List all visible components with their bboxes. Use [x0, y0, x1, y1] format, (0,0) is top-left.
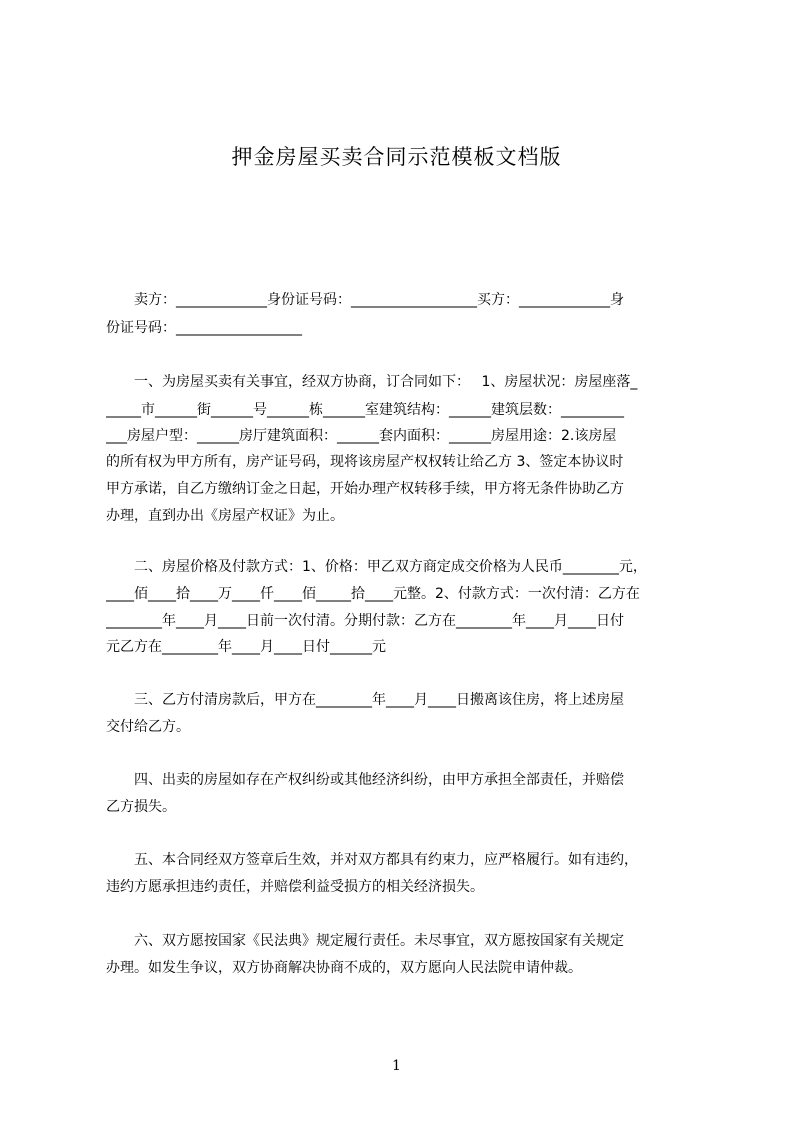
- text-line: 卖方：_____________身份证号码：__________________买方：_____________身: [106, 292, 624, 308]
- text-line: 六、双方愿按国家《民法典》规定履行责任。未尽事宜，双方愿按国家有关规定: [106, 933, 624, 949]
- document-title: 押金房屋买卖合同示范模板文档版: [231, 145, 562, 169]
- text-line: 的所有权为甲方所有，房产证号码，现将该房屋产权权转让给乙方 3、签定本协议时: [106, 454, 624, 470]
- text-line: 三、乙方付清房款后，甲方在________年____月____日搬离该住房，将上述房屋: [106, 692, 624, 708]
- text-line: 交付给乙方。: [106, 719, 190, 735]
- text-line: ___房屋户型：______房厅建筑面积：______套内面积：______房屋用途：2.该房屋: [106, 428, 617, 444]
- text-line: _____市______街______号______栋______室建筑结构：______建筑层数：_________: [106, 402, 624, 418]
- text-line: ____佰____拾____万____仟____佰_____拾____元整。2、付款方式：一次付清：乙方在: [106, 586, 640, 602]
- text-line: 违约方愿承担违约责任，并赔偿利益受损方的相关经济损失。: [106, 879, 484, 895]
- text-line: 办理。如发生争议，双方协商解决协商不成的，双方愿向人民法院申请仲裁。: [106, 960, 582, 976]
- text-line: ________年____月____日前一次付清。分期付款：乙方在________年____月____日付: [106, 613, 624, 629]
- text-line: 办理，直到办出《房屋产权证》为止。: [106, 508, 344, 524]
- text-line: 二、房屋价格及付款方式：1、价格：甲乙双方商定成交价格为人民币________元，: [106, 559, 647, 575]
- text-line: 乙方损失。: [106, 799, 176, 815]
- text-line: 甲方承诺，自乙方缴纳订金之日起，开始办理产权转移手续，甲方将无条件协助乙方: [106, 481, 624, 497]
- text-line: 四、出卖的房屋如存在产权纠纷或其他经济纠纷，由甲方承担全部责任，并赔偿: [106, 772, 624, 788]
- text-line: 一、为房屋买卖有关事宜，经双方协商，订合同如下： 1、房屋状况：房屋座落_: [106, 374, 638, 390]
- text-line: 五、本合同经双方签章后生效，并对双方都具有约束力，应严格履行。如有违约，: [106, 852, 638, 868]
- text-line: 份证号码：__________________: [106, 320, 302, 336]
- page-number: 1: [392, 1058, 401, 1074]
- text-line: 元乙方在________年____月____日付______元: [106, 639, 386, 655]
